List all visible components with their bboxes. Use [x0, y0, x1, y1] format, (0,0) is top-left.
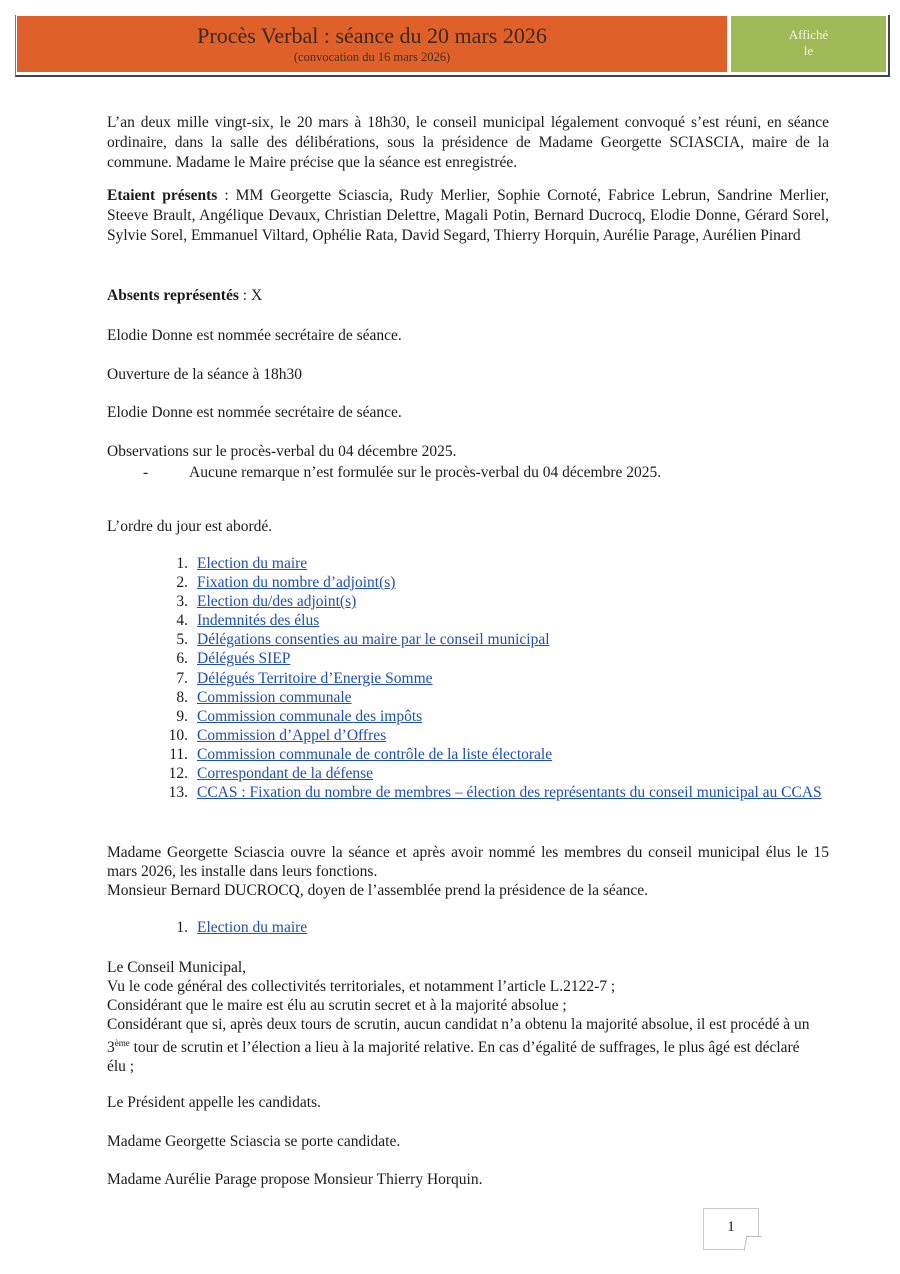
- posted-label: Affiché: [788, 27, 829, 42]
- council-line-4a: Considérant que si, après deux tours de scrutin, aucun candidat n’a obtenu la majorité absolue, il est procédé à un 3: [107, 1016, 810, 1057]
- observations-line: Observations sur le procès-verbal du 04 décembre 2025.: [107, 443, 457, 460]
- agenda-number: 12.: [168, 765, 188, 783]
- agenda-item: [160, 707, 840, 726]
- agenda-item: [160, 592, 840, 611]
- agenda-link[interactable]: Indemnités des élus: [197, 612, 320, 630]
- intro-paragraph: L’an deux mille vingt-six, le 20 mars à 18h30, le conseil municipal légalement convoqué s’est réuni, en séance ordinaire, dans la salle des délibérations, sous la présidence de Madame Georgette SCIASCIA, maire de la commune. Madame le Maire précise que la séance est enregistrée.: [107, 114, 829, 171]
- agenda-item: [160, 630, 840, 649]
- agenda-number: 5.: [176, 631, 188, 649]
- agenda-link[interactable]: Commission communale: [197, 688, 352, 706]
- superscript: ème: [114, 1038, 130, 1048]
- document-title: Procès Verbal : séance du 20 mars 2026: [197, 23, 547, 48]
- opening-paragraph-1: Madame Georgette Sciascia ouvre la séance et après avoir nommé les membres du conseil municipal élus le 15 mars 2026, les installe dans leurs fonctions.: [107, 844, 829, 880]
- agenda-number: 1.: [176, 555, 188, 572]
- agenda-link[interactable]: Délégués Territoire d’Energie Somme: [197, 669, 433, 687]
- absent-paragraph: [107, 286, 829, 306]
- agenda-link[interactable]: Commission communale de contrôle de la liste électorale: [197, 745, 553, 763]
- agenda-link[interactable]: Election du maire: [197, 555, 308, 572]
- council-line-2: Vu le code général des collectivités territoriales, et notamment l’article L.2122-7 ;: [107, 978, 616, 995]
- council-line-1: Le Conseil Municipal,: [107, 959, 247, 976]
- agenda-number: 10.: [168, 726, 188, 744]
- council-line-3: Considérant que le maire est élu au scrutin secret et à la majorité absolue ;: [107, 997, 567, 1014]
- section-heading: [160, 918, 560, 937]
- dash-bullet: -: [143, 464, 149, 481]
- secretary-line-2: Elodie Donne est nommée secrétaire de séance.: [107, 404, 402, 421]
- president-call: Le Président appelle les candidats.: [107, 1094, 321, 1111]
- title-band: [17, 16, 727, 72]
- agenda-link[interactable]: Délégués SIEP: [197, 650, 291, 668]
- council-line-4: [107, 1015, 819, 1076]
- opening-paragraph-2: Monsieur Bernard DUCROCQ, doyen de l’assemblée prend la présidence de la séance.: [107, 882, 649, 899]
- agenda-number: 11.: [169, 745, 188, 763]
- convocation-date: (convocation du 16 mars 2026): [293, 50, 451, 64]
- page-number: 1: [727, 1219, 735, 1235]
- agenda-item: [160, 783, 840, 802]
- agenda-item: [160, 649, 840, 668]
- agenda-number: 9.: [176, 707, 188, 725]
- agenda-item: [160, 669, 840, 688]
- agenda-item: [160, 726, 840, 745]
- agenda-number: 13.: [168, 784, 188, 802]
- candidate-2: Madame Aurélie Parage propose Monsieur Thierry Horquin.: [107, 1171, 483, 1188]
- absent-value: : X: [238, 287, 263, 304]
- agenda-number: 2.: [176, 574, 188, 592]
- agenda-intro: L’ordre du jour est abordé.: [107, 518, 273, 535]
- agenda-number: 7.: [176, 669, 188, 687]
- header-banner: [15, 15, 890, 77]
- agenda-link[interactable]: Commission d’Appel d’Offres: [197, 726, 387, 744]
- present-list: : MM Georgette Sciascia, Rudy Merlier, Sophie Cornoté, Fabrice Lebrun, Sandrine Merlier, Steeve Brault, Angélique Devaux, Christian Delettre, Magali Potin, Bernard Ducrocq, Elodie Donne, Gérard Sorel, Sylvie Sorel, Emmanuel Viltard, Ophélie Rata, David Segard, Thierry Horquin, Aurélie Parage, Aurélien Pinard: [107, 187, 830, 244]
- agenda-item: [160, 573, 840, 592]
- agenda-number: 8.: [176, 688, 188, 706]
- section-title-link[interactable]: Election du maire: [197, 919, 308, 936]
- council-line-4b: tour de scrutin et l’élection a lieu à la majorité relative. En cas d’égalité de suffrages, le plus âgé est déclaré élu ;: [107, 1039, 800, 1076]
- agenda-item: [160, 745, 840, 764]
- observations-bullet-text: Aucune remarque n’est formulée sur le procès-verbal du 04 décembre 2025.: [189, 464, 662, 481]
- page-number-box: [703, 1208, 759, 1250]
- agenda-item: [160, 688, 840, 707]
- council-block: [107, 958, 819, 1076]
- candidate-1: Madame Georgette Sciascia se porte candidate.: [107, 1133, 401, 1150]
- agenda-item: [160, 764, 840, 783]
- secretary-line: Elodie Donne est nommée secrétaire de séance.: [107, 327, 402, 344]
- agenda-link[interactable]: Correspondant de la défense: [197, 765, 374, 783]
- agenda-link[interactable]: Fixation du nombre d’adjoint(s): [197, 574, 396, 592]
- page-curl-icon: [744, 1236, 762, 1251]
- agenda-link[interactable]: Délégations consenties au maire par le conseil municipal: [197, 631, 550, 649]
- agenda-link[interactable]: CCAS : Fixation du nombre de membres – élection des représentants du conseil municipal au CCAS: [197, 784, 822, 802]
- agenda-list: [160, 554, 840, 802]
- opening-line: Ouverture de la séance à 18h30: [107, 366, 302, 383]
- agenda-number: 6.: [176, 650, 188, 668]
- present-label: Etaient présents: [107, 187, 218, 204]
- section-number: 1.: [176, 919, 188, 936]
- agenda-item: [160, 611, 840, 630]
- posted-band: [731, 16, 886, 72]
- observations-bullet: [143, 463, 833, 483]
- posted-date-label: le: [803, 43, 814, 58]
- opening-paragraph: [107, 843, 829, 900]
- present-paragraph: [107, 186, 829, 246]
- agenda-item: [160, 554, 840, 573]
- absent-label: Absents représentés: [107, 287, 239, 304]
- agenda-link[interactable]: Election du/des adjoint(s): [197, 593, 357, 611]
- agenda-link[interactable]: Commission communale des impôts: [197, 707, 423, 725]
- agenda-number: 4.: [176, 612, 188, 630]
- agenda-number: 3.: [176, 593, 188, 611]
